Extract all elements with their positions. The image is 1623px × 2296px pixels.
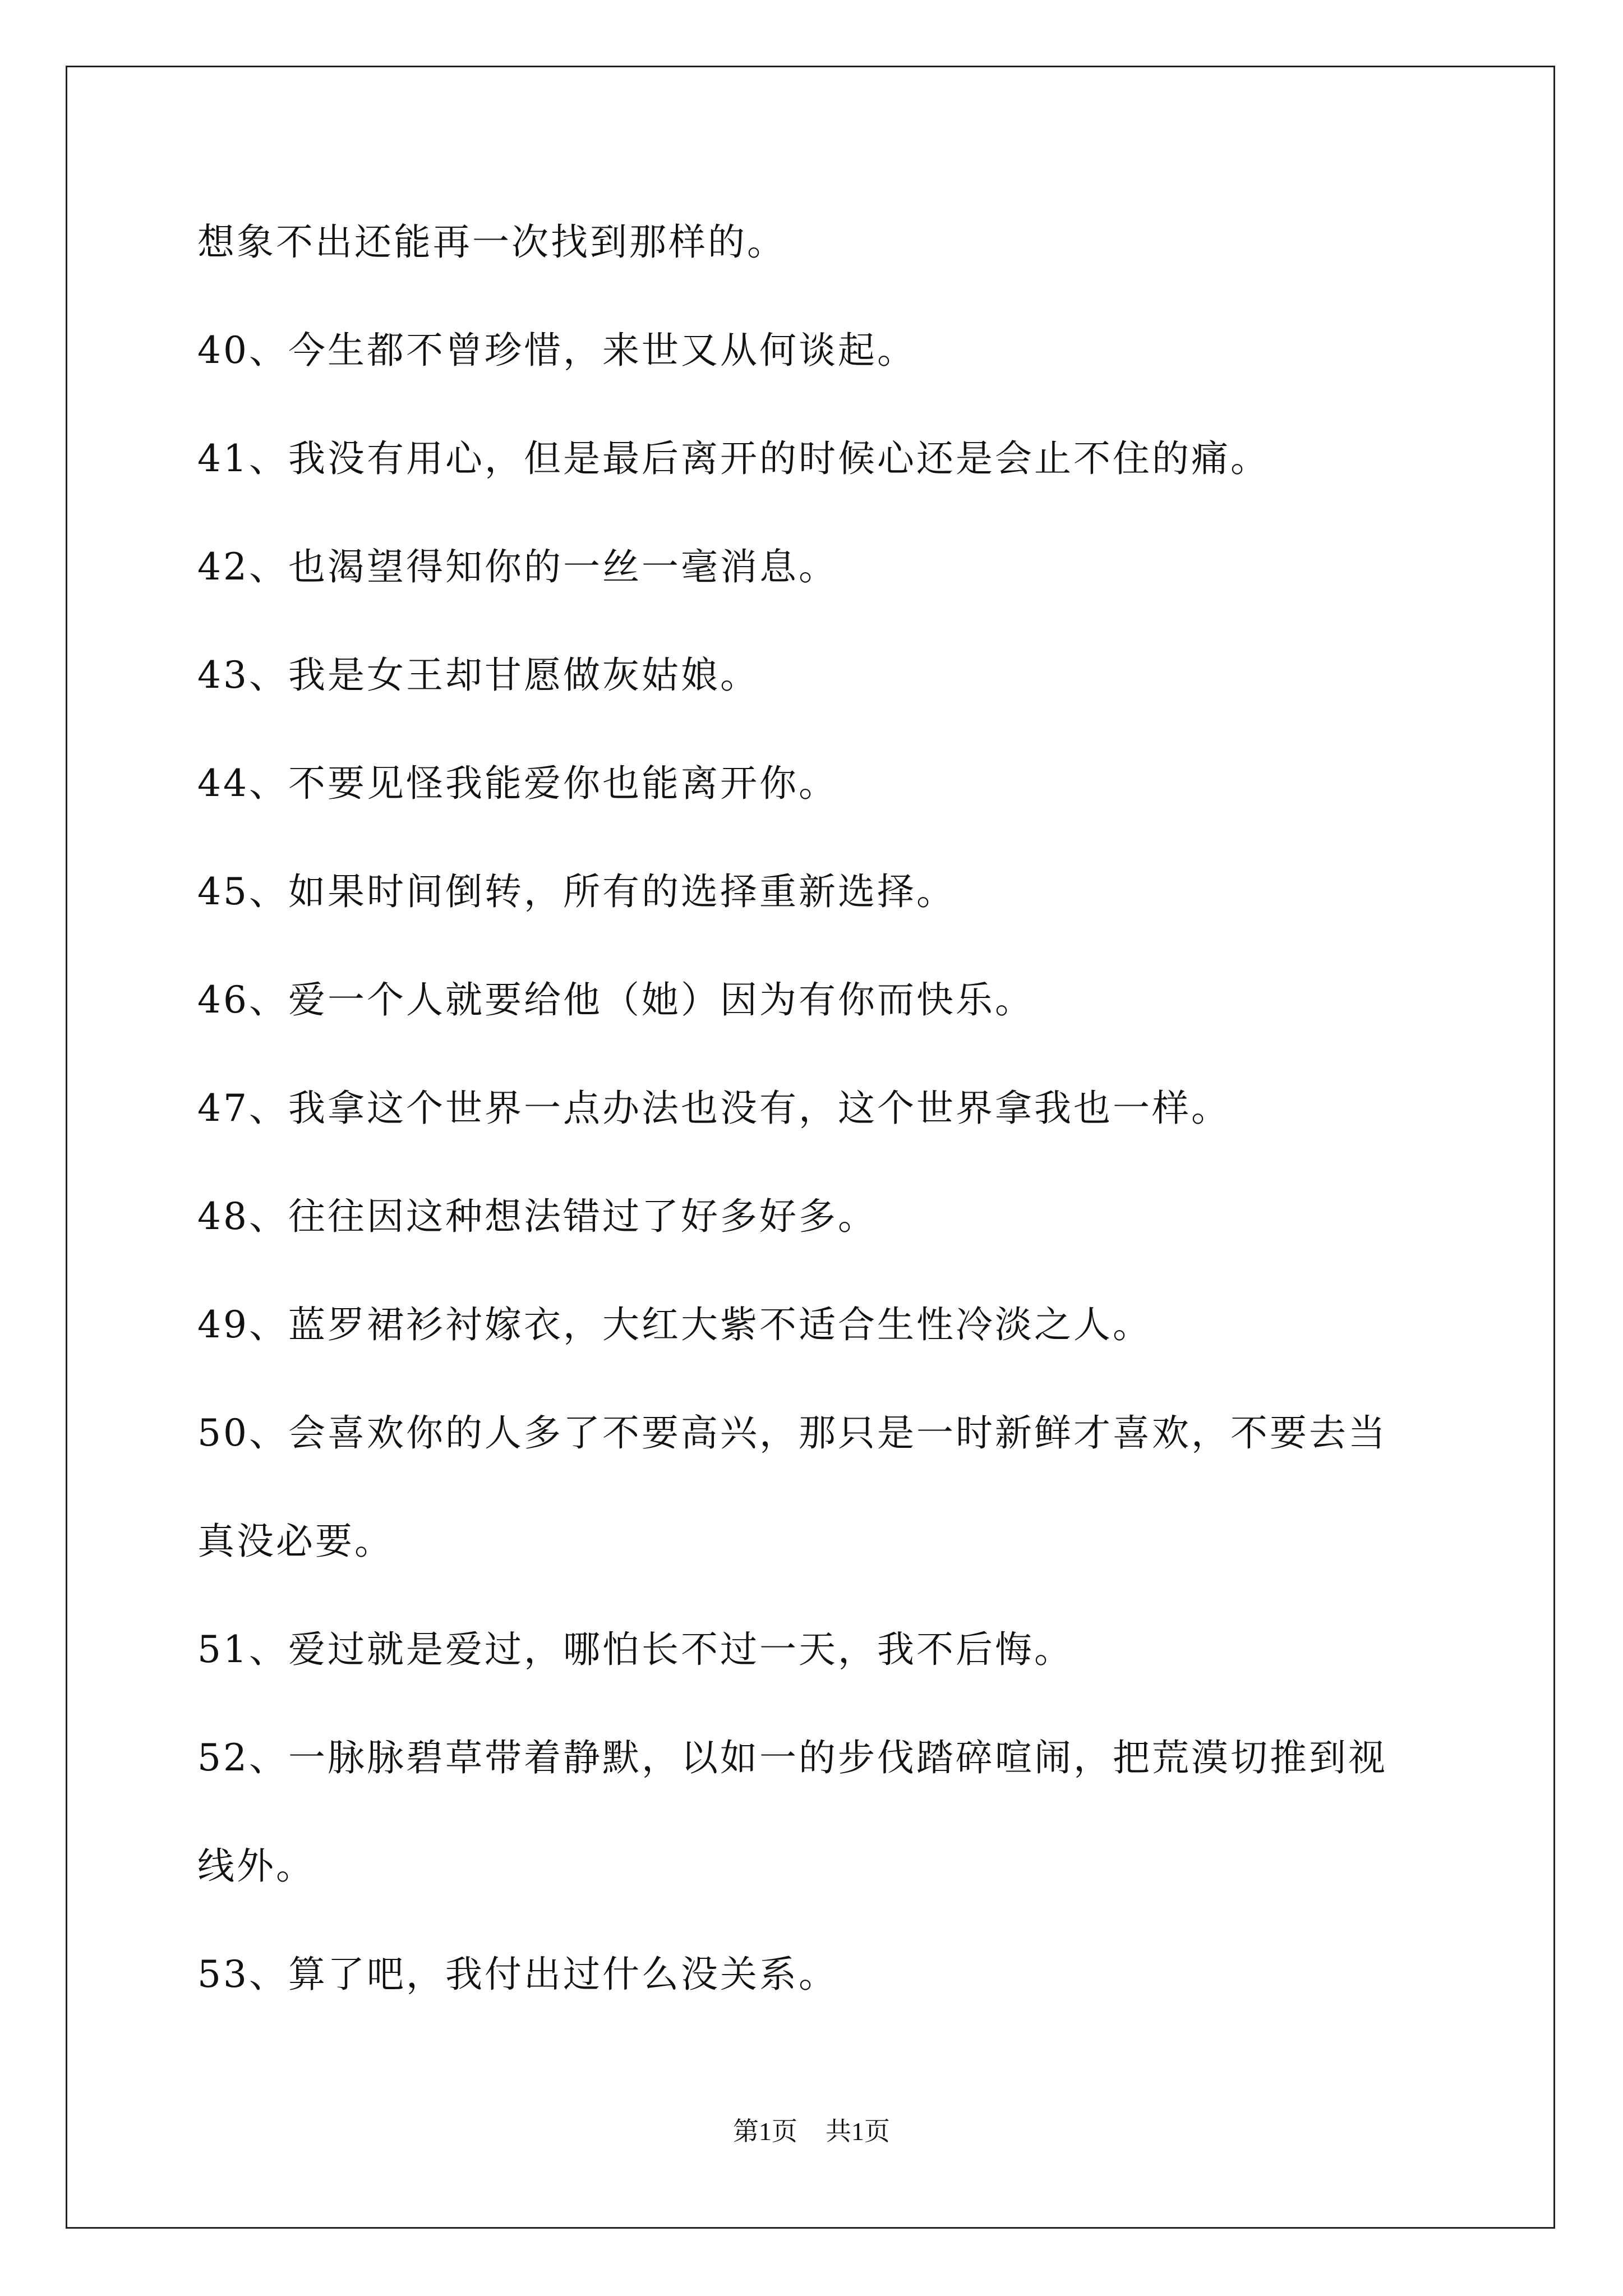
text-line: 53、算了吧，我付出过什么没关系。 <box>197 1953 838 1996</box>
text-line: 42、也渴望得知你的一丝一毫消息。 <box>197 545 838 588</box>
text-line: 45、如果时间倒转，所有的选择重新选择。 <box>197 870 956 913</box>
text-line: 44、不要见怪我能爱你也能离开你。 <box>197 762 838 805</box>
text-line: 46、爱一个人就要给他（她）因为有你而快乐。 <box>197 978 1034 1022</box>
text-line: 41、我没有用心，但是最后离开的时候心还是会止不住的痛。 <box>197 437 1270 480</box>
text-line: 48、往往因这种想法错过了好多好多。 <box>197 1195 877 1238</box>
text-line: 43、我是女王却甘愿做灰姑娘。 <box>197 654 759 697</box>
text-line: 49、蓝罗裙衫衬嫁衣，大红大紫不适合生性冷淡之人。 <box>197 1303 1152 1346</box>
text-line: 51、爱过就是爱过，哪怕长不过一天，我不后悔。 <box>197 1628 1073 1671</box>
text-line: 50、会喜欢你的人多了不要高兴，那只是一时新鲜才喜欢，不要去当 <box>197 1411 1387 1455</box>
page-number-total: 共1页 <box>826 2117 890 2146</box>
page-number-current: 第1页 <box>733 2117 797 2146</box>
text-line: 52、一脉脉碧草带着静默，以如一的步伐踏碎喧闹，把荒漠切推到视 <box>197 1736 1387 1779</box>
page-footer <box>0 2116 1623 2147</box>
text-line-continuation: 真没必要。 <box>197 1520 394 1563</box>
document-body <box>197 220 1437 1997</box>
text-line: 想象不出还能再一次找到那样的。 <box>197 220 786 264</box>
text-line: 47、我拿这个世界一点办法也没有，这个世界拿我也一样。 <box>197 1087 1230 1130</box>
text-line-continuation: 线外。 <box>197 1844 315 1888</box>
text-line: 40、今生都不曾珍惜，来世又从何谈起。 <box>197 329 916 372</box>
